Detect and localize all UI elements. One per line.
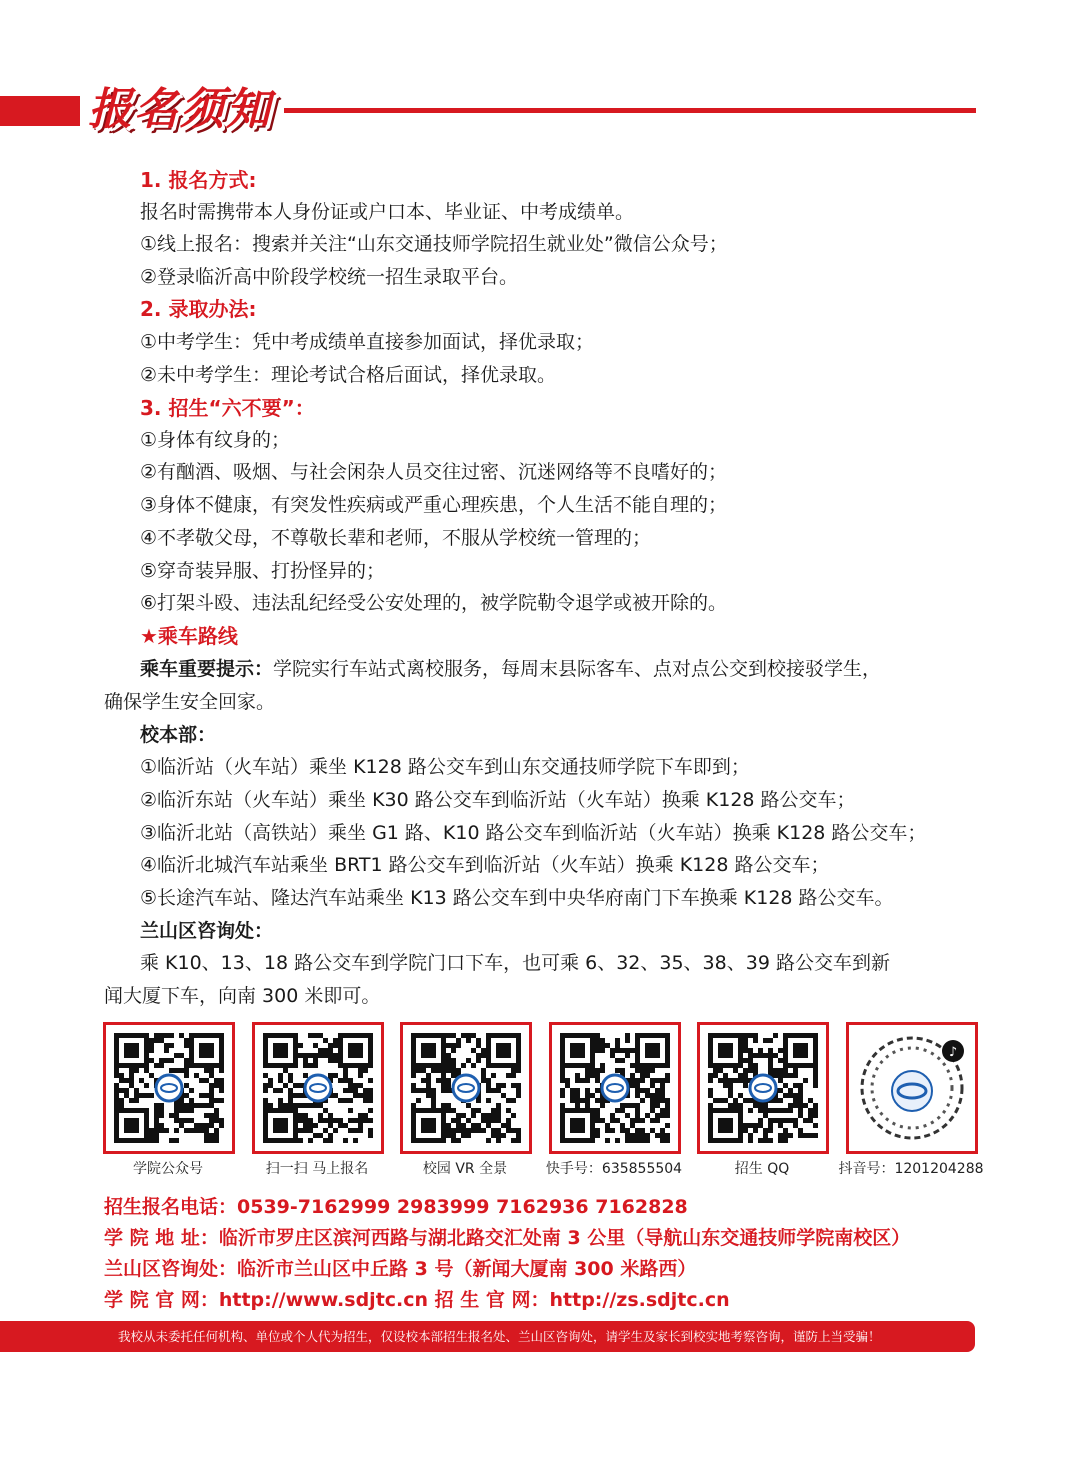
section-heading-signup: 1. 报名方式: bbox=[140, 168, 257, 192]
six-nos-line: ④不孝敬父母，不尊敬长辈和老师，不服从学校统一管理的； bbox=[140, 527, 652, 549]
route-tip-text: 学院实行车站式离校服务，每周末县际客车、点对点公交到校接驳学生， bbox=[273, 658, 882, 680]
six-nos-line: ⑥打架斗殴、违法乱纪经受公安处理的，被学院勒令退学或被开除的。 bbox=[140, 592, 728, 614]
qr-code-icon[interactable] bbox=[252, 1022, 384, 1154]
six-nos-line: ⑤穿奇装异服、打扮怪异的； bbox=[140, 560, 386, 582]
main-campus-route: ⑤长途汽车站、隆达汽车站乘坐 K13 路公交车到中央华府南门下车换乘 K128 路公交车。 bbox=[140, 887, 894, 909]
qr-code-row bbox=[103, 1022, 984, 1182]
six-nos-line: ③身体不健康，有突发性疾病或严重心理疾患，个人生活不能自理的； bbox=[140, 494, 728, 516]
qr-code-icon[interactable] bbox=[697, 1022, 829, 1154]
qr-label: 快手号：635855504 bbox=[545, 1161, 683, 1177]
admission-line: ②未中考学生：理论考试合格后面试，择优录取。 bbox=[140, 364, 557, 386]
contact-address: 学 院 地 址：临沂市罗庄区滨河西路与湖北路交汇处南 3 公里（导航山东交通技师学院南校区） bbox=[104, 1227, 911, 1249]
qr-label: 校园 VR 全景 bbox=[422, 1161, 508, 1177]
section-heading-six-nos: 3. 招生“六不要”： bbox=[140, 396, 315, 420]
qr-pattern bbox=[708, 1033, 818, 1143]
qr-label: 抖音号：1201204288 bbox=[838, 1161, 984, 1177]
qr-label: 学院公众号 bbox=[133, 1161, 203, 1177]
main-campus-route: ①临沂站（火车站）乘坐 K128 路公交车到山东交通技师学院下车即到； bbox=[140, 756, 750, 778]
main-campus-route: ④临沂北城汽车站乘坐 BRT1 路公交车到临沂站（火车站）换乘 K128 路公交车； bbox=[140, 854, 830, 876]
contact-phone: 招生报名电话：0539-7162999 2983999 7162936 7162828 bbox=[104, 1196, 688, 1218]
svg-text:♪: ♪ bbox=[948, 1045, 958, 1060]
route-tip-label: 乘车重要提示： bbox=[140, 658, 274, 680]
main-campus-route: ③临沂北站（高铁站）乘坐 G1 路、K10 路公交车到临沂站（火车站）换乘 K128 路公交车； bbox=[140, 822, 927, 844]
header-accent-bar bbox=[0, 96, 80, 126]
section-heading-admission: 2. 录取办法: bbox=[140, 297, 257, 321]
route-tip bbox=[140, 653, 881, 685]
lanshan-label: 兰山区咨询处： bbox=[140, 920, 274, 942]
qr-pattern bbox=[263, 1033, 373, 1143]
contact-lanshan: 兰山区咨询处：临沂市兰山区中丘路 3 号（新闻大厦南 300 米路西） bbox=[104, 1258, 697, 1280]
qr-pattern bbox=[411, 1033, 521, 1143]
signup-line: ①线上报名：搜索并关注“山东交通技师学院招生就业处”微信公众号； bbox=[140, 233, 728, 255]
lanshan-route: 闻大厦下车，向南 300 米即可。 bbox=[104, 985, 381, 1007]
douyin-code-icon[interactable] bbox=[846, 1022, 978, 1154]
route-tip-text-cont: 确保学生安全回家。 bbox=[104, 691, 276, 713]
admission-line: ①中考学生：凭中考成绩单直接参加面试，择优录取； bbox=[140, 331, 595, 353]
qr-pattern bbox=[560, 1033, 670, 1143]
lanshan-route: 乘 K10、13、18 路公交车到学院门口下车，也可乘 6、32、35、38、39 路公交车到新 bbox=[140, 952, 890, 974]
main-campus-label: 校本部： bbox=[140, 724, 217, 746]
main-campus-route: ②临沂东站（火车站）乘坐 K30 路公交车到临沂站（火车站）换乘 K128 路公交车； bbox=[140, 789, 856, 811]
qr-label: 招生 QQ bbox=[734, 1161, 790, 1177]
section-heading-route: ★乘车路线 bbox=[140, 624, 238, 648]
contact-web: 学 院 官 网：http://www.sdjtc.cn 招 生 官 网：http://zs.sdjtc.cn bbox=[104, 1289, 730, 1311]
qr-pattern bbox=[114, 1033, 224, 1143]
douyin-pattern bbox=[857, 1033, 967, 1143]
qr-code-icon[interactable] bbox=[549, 1022, 681, 1154]
six-nos-line: ②有酗酒、吸烟、与社会闲杂人员交往过密、沉迷网络等不良嗜好的； bbox=[140, 461, 728, 483]
page-title: 报名须知 bbox=[88, 84, 272, 135]
footer-bar bbox=[0, 1321, 975, 1352]
qr-code-icon[interactable] bbox=[103, 1022, 235, 1154]
footer-notice: 我校从未委托任何机构、单位或个人代为招生，仅设校本部招生报名处、兰山区咨询处，请学生及家长到校实地考察咨询，谨防上当受骗！ bbox=[118, 1329, 881, 1344]
header-rule bbox=[284, 108, 976, 113]
qr-label: 扫一扫 马上报名 bbox=[265, 1161, 369, 1177]
signup-line: ②登录临沂高中阶段学校统一招生录取平台。 bbox=[140, 266, 519, 288]
signup-line: 报名时需携带本人身份证或户口本、毕业证、中考成绩单。 bbox=[140, 201, 635, 223]
six-nos-line: ①身体有纹身的； bbox=[140, 429, 291, 451]
qr-code-icon[interactable] bbox=[400, 1022, 532, 1154]
